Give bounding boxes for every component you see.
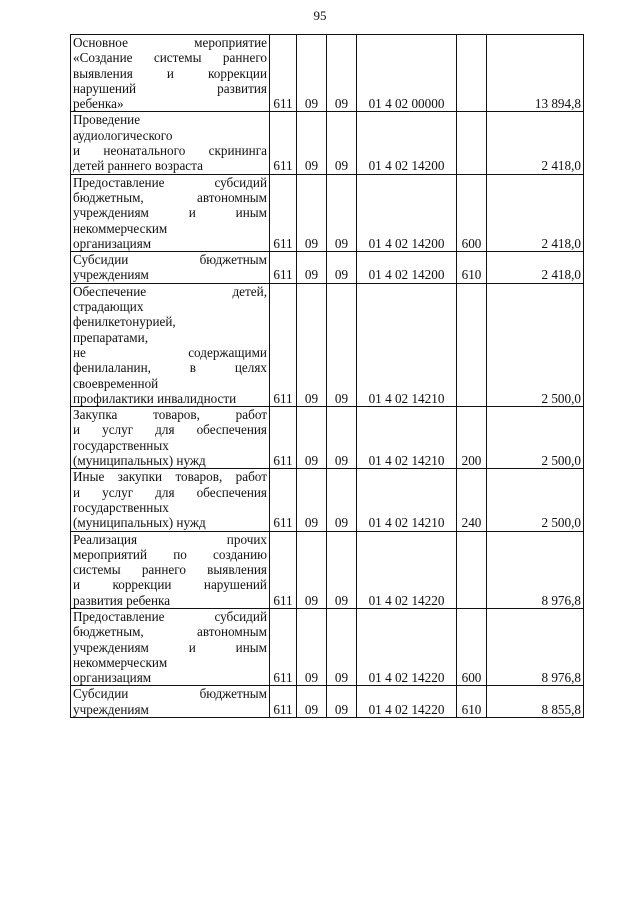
cell-csr: 01 4 02 14200 [357,112,457,174]
cell-name [71,469,270,531]
cell-sum: 2 500,0 [487,407,584,469]
cell-pr: 09 [327,35,357,112]
cell-rz: 09 [297,174,327,251]
name-line: нарушений развития [73,80,267,96]
cell-name [71,531,270,608]
cell-pr: 09 [327,407,357,469]
cell-csr: 01 4 02 14220 [357,608,457,685]
name-line: учреждениям и иным [73,639,267,655]
table-row [71,252,584,284]
cell-sum: 8 976,8 [487,531,584,608]
cell-name [71,252,270,284]
cell-csr: 01 4 02 00000 [357,35,457,112]
cell-rz: 09 [297,469,327,531]
table-row [71,112,584,174]
name-line: государственных [73,437,169,453]
table-row [71,407,584,469]
name-line: страдающих [73,299,144,315]
name-line: детей раннего возраста [73,158,203,174]
cell-vr: 610 [457,686,487,718]
name-line: учреждениям [73,701,149,717]
name-line: и услуг для обеспечения [73,422,267,438]
name-line: учреждениям [73,267,149,283]
table-row [71,469,584,531]
cell-rz: 09 [297,531,327,608]
name-line: (муниципальных) нужд [73,453,206,469]
cell-sum: 2 500,0 [487,283,584,406]
cell-name [71,35,270,112]
table-row [71,283,584,406]
name-line: Субсидии бюджетным [73,686,267,702]
cell-vr: 240 [457,469,487,531]
name-line: Субсидии бюджетным [73,252,267,268]
cell-pr: 09 [327,608,357,685]
cell-gr: 611 [270,531,297,608]
cell-csr: 01 4 02 14210 [357,283,457,406]
name-line: и неонатального скрининга [73,143,267,159]
cell-pr: 09 [327,283,357,406]
cell-vr [457,283,487,406]
cell-sum: 2 418,0 [487,174,584,251]
name-line: аудиологического [73,127,173,143]
cell-vr: 610 [457,252,487,284]
name-line: (муниципальных) нужд [73,515,206,531]
cell-vr: 600 [457,174,487,251]
name-line: ребенка» [73,96,124,112]
cell-sum: 2 500,0 [487,469,584,531]
cell-name [71,283,270,406]
name-line: Предоставление субсидий [73,174,267,190]
cell-csr: 01 4 02 14200 [357,252,457,284]
name-line: организациям [73,670,152,686]
name-line: мероприятий по созданию [73,546,267,562]
name-line: и услуг для обеспечения [73,484,267,500]
name-line: Обеспечение детей, [73,283,267,299]
cell-rz: 09 [297,252,327,284]
table-row [71,531,584,608]
cell-rz: 09 [297,35,327,112]
cell-vr: 600 [457,608,487,685]
cell-name [71,608,270,685]
cell-vr: 200 [457,407,487,469]
cell-gr: 611 [270,608,297,685]
name-line: бюджетным, автономным [73,624,267,640]
cell-rz: 09 [297,283,327,406]
cell-gr: 611 [270,407,297,469]
name-line: Иные закупки товаров, работ [73,469,267,485]
cell-sum: 8 976,8 [487,608,584,685]
cell-vr [457,35,487,112]
cell-sum: 8 855,8 [487,686,584,718]
table-row [71,608,584,685]
name-line: Реализация прочих [73,531,267,547]
name-line: профилактики инвалидности [73,390,237,406]
name-line: не содержащими [73,344,267,360]
cell-gr: 611 [270,252,297,284]
name-line: Проведение [73,112,141,128]
cell-pr: 09 [327,531,357,608]
cell-name [71,112,270,174]
name-line: системы раннего выявления [73,562,267,578]
cell-gr: 611 [270,686,297,718]
cell-pr: 09 [327,252,357,284]
cell-gr: 611 [270,174,297,251]
cell-pr: 09 [327,686,357,718]
cell-pr: 09 [327,469,357,531]
cell-gr: 611 [270,283,297,406]
name-line: бюджетным, автономным [73,189,267,205]
cell-csr: 01 4 02 14220 [357,531,457,608]
name-line: некоммерческим [73,654,168,670]
name-line: препаратами, [73,329,148,345]
cell-vr [457,112,487,174]
cell-name [71,174,270,251]
cell-rz: 09 [297,112,327,174]
name-line: Предоставление субсидий [73,608,267,624]
name-line: государственных [73,499,169,515]
name-line: фенилкетонурией, [73,314,176,330]
cell-csr: 01 4 02 14220 [357,686,457,718]
cell-gr: 611 [270,35,297,112]
page-number: 95 [313,8,327,23]
cell-name [71,686,270,718]
cell-gr: 611 [270,112,297,174]
name-line: развития ребенка [73,592,171,608]
name-line: и коррекции нарушений [73,577,267,593]
name-line: организациям [73,235,152,251]
cell-name [71,407,270,469]
table-row [71,686,584,718]
cell-csr: 01 4 02 14210 [357,469,457,531]
name-line: учреждениям и иным [73,205,267,221]
cell-vr [457,531,487,608]
cell-sum: 2 418,0 [487,112,584,174]
name-line: фенилаланин, в целях [73,360,267,376]
name-line: «Создание системы раннего [73,50,267,66]
table-row [71,174,584,251]
cell-pr: 09 [327,174,357,251]
cell-pr: 09 [327,112,357,174]
cell-sum: 13 894,8 [487,35,584,112]
table-row [71,35,584,112]
name-line: Основное мероприятие [73,35,267,50]
name-line: некоммерческим [73,220,168,236]
cell-sum: 2 418,0 [487,252,584,284]
name-line: своевременной [73,375,159,391]
budget-table [70,34,584,718]
name-line: выявления и коррекции [73,65,267,81]
cell-rz: 09 [297,686,327,718]
cell-rz: 09 [297,407,327,469]
cell-csr: 01 4 02 14200 [357,174,457,251]
cell-gr: 611 [270,469,297,531]
cell-csr: 01 4 02 14210 [357,407,457,469]
cell-rz: 09 [297,608,327,685]
name-line: Закупка товаров, работ [73,407,267,423]
